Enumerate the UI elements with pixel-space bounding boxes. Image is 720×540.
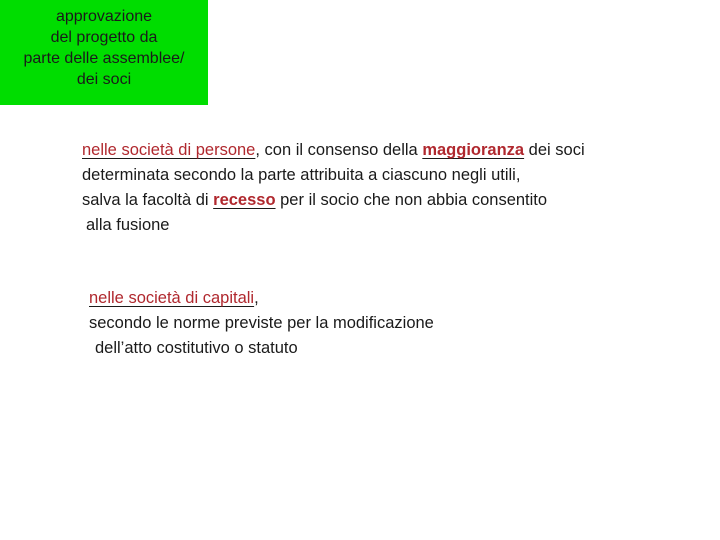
persone-line-3-end: per il socio che non abbia consentito [275,191,548,209]
capitali-comma: , [254,289,259,307]
capitali-line-3: dell’atto costitutivo o statuto [95,339,298,357]
persone-subject: nelle società di persone [82,141,256,159]
paragraph-societa-persone [82,138,585,238]
persone-line-1-end: dei soci [524,141,585,159]
title-box [0,0,208,105]
persone-line-4: alla fusione [86,216,170,234]
recesso-keyword: recesso [213,191,276,209]
persone-line-1-text: , con il consenso della [255,141,423,159]
title-line-3: parte delle assemblee/ [23,50,185,67]
persone-line-1 [82,138,585,163]
persone-line-3 [82,188,585,213]
capitali-line-2: secondo le norme previste per la modificazione [89,314,434,332]
title-line-1: approvazione [55,8,153,25]
persone-line-3-start: salva la facoltà di [82,191,214,209]
title-line-4: dei soci [76,71,132,88]
title-line-2: del progetto da [50,29,158,46]
persone-line-2: determinata secondo la parte attribuita a ciascuno negli utili, [82,166,521,184]
paragraph-societa-capitali [89,286,434,361]
maggioranza-keyword: maggioranza [422,141,525,159]
capitali-line-1 [89,286,434,311]
capitali-subject: nelle società di capitali [89,289,255,307]
